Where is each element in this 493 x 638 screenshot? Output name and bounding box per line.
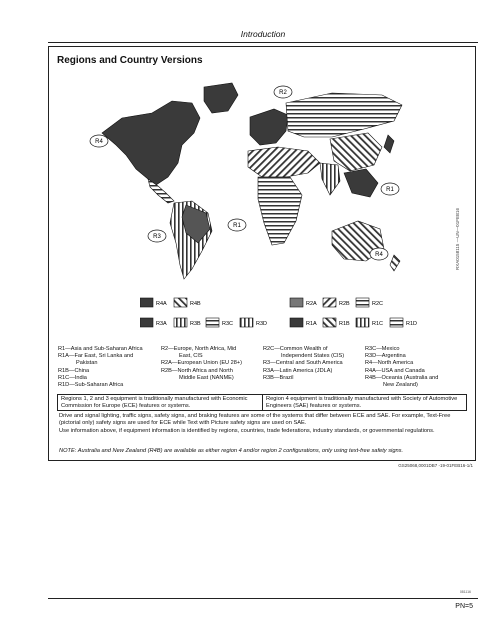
map-label-r3 — [148, 230, 166, 242]
map-label-r4-left — [90, 135, 108, 147]
legend-r1d — [390, 318, 417, 327]
legend-r1b — [323, 318, 350, 327]
legend-r2a — [290, 298, 317, 307]
map-region-india — [320, 163, 340, 195]
region-line: R4A—USA and Canada — [365, 367, 425, 374]
region-line: R2—Europe, North Africa, Mid — [161, 346, 237, 352]
region-line: R2C—Common Wealth of — [263, 346, 328, 352]
map-label-r1-africa — [228, 219, 246, 231]
document-id: GS25068,0001DB7 -19-01FEB16-1/1 — [398, 463, 473, 468]
paragraph-systems: Drive and signal lighting, traffic signs, safety signs, and braking features are some of the systems that differ between ECE and SAE. For example, Text-Free (pictorial only) safety signs are used for ECE while Text with Picture safety signs are used on SAE. — [59, 413, 451, 426]
region-line: New Zealand) — [383, 382, 418, 389]
section-title: Regions and Country Versions — [57, 55, 203, 66]
svg-text:R1: R1 — [386, 187, 394, 193]
page-header-title: Introduction — [240, 29, 286, 39]
region-line: R4—North America — [365, 360, 414, 367]
legend-r1c — [356, 318, 383, 327]
svg-text:R2: R2 — [279, 90, 287, 96]
svg-text:R1A: R1A — [306, 321, 317, 327]
legend-r2c — [356, 298, 383, 307]
svg-text:R4A: R4A — [156, 301, 167, 307]
svg-text:R4: R4 — [375, 252, 383, 258]
svg-text:R4B: R4B — [190, 301, 201, 307]
svg-text:R4: R4 — [95, 139, 103, 145]
region-col-2 — [161, 346, 242, 382]
map-legend — [140, 296, 440, 336]
legend-r3c — [206, 318, 233, 327]
region-col-3 — [263, 346, 344, 382]
note-text: NOTE: Australia and New Zealand (R4B) are available as either region 4 and/or region 2 configurations, only using text-free safety signs. — [59, 448, 404, 454]
region-line: Independent States (CIS) — [281, 353, 345, 360]
region-line: R3B—Brazil — [263, 374, 294, 381]
region-col-4 — [365, 346, 438, 389]
map-region-far-east — [344, 169, 378, 197]
footer-rule — [48, 598, 478, 599]
legend-r1a — [290, 318, 317, 327]
map-region-north-america — [102, 101, 200, 185]
legend-r2b — [323, 298, 350, 307]
legend-r4b — [174, 298, 201, 307]
page-number: PN=5 — [455, 603, 473, 610]
map-label-r2 — [274, 86, 292, 98]
region-line: R1B—China — [58, 367, 90, 374]
region-col-1 — [58, 346, 143, 389]
region-line: R3C—Mexico — [365, 346, 400, 352]
region-line: R1—Asia and Sub-Saharan Africa — [58, 346, 143, 352]
map-region-nanme — [248, 147, 320, 177]
map-region-europe — [250, 109, 288, 145]
map-vertical-code: RXA0158115 —UN—01FEB16 — [455, 208, 460, 270]
svg-text:R3B: R3B — [190, 321, 201, 327]
ece-statement: Regions 1, 2 and 3 equipment is traditionally manufactured with Economic Commission for Europe (ECE) features or systems. — [58, 395, 263, 410]
region-line: R1D—Sub-Saharan Africa — [58, 382, 124, 389]
region-line: Middle East (NANME) — [179, 374, 234, 381]
map-region-greenland — [204, 83, 238, 113]
map-label-r1-right — [381, 183, 399, 195]
map-region-africa — [258, 177, 302, 245]
region-line: R3—Central and South America — [263, 360, 343, 367]
region-line: Pakistan — [76, 360, 98, 367]
region-line: R3A—Latin America (JDLA) — [263, 367, 333, 374]
region-line: R4B—Oceania (Australia and — [365, 374, 439, 381]
legend-r4a — [140, 298, 167, 307]
map-region-japan — [384, 135, 394, 153]
legend-r3a — [140, 318, 167, 327]
map-region-new-zealand — [390, 255, 400, 271]
svg-text:R1: R1 — [233, 223, 241, 229]
svg-text:R1C: R1C — [372, 321, 384, 327]
svg-text:R2B: R2B — [339, 301, 350, 307]
world-map — [82, 73, 412, 285]
region-line: R3D—Argentina — [365, 353, 406, 360]
paragraph-usage: Use information above, if equipment information is identified by regions, countries, trade federations, industry standards, or governmental regulations. — [59, 428, 435, 434]
region-line: East, CIS — [179, 353, 203, 360]
svg-text:R3: R3 — [153, 234, 161, 240]
svg-text:R3C: R3C — [222, 321, 234, 327]
footer-code: 081116 — [459, 590, 471, 594]
svg-text:R3D: R3D — [256, 321, 268, 327]
sae-statement: Region 4 equipment is traditionally manufactured with Society of Automotive Engineers (SAE) features or systems. — [266, 396, 458, 409]
svg-text:R2C: R2C — [372, 301, 384, 307]
svg-text:R1B: R1B — [339, 321, 350, 327]
region-line: R2A—European Union (EU 28+) — [161, 360, 242, 367]
legend-r3b — [174, 318, 201, 327]
region-line: R2B—North Africa and North — [161, 367, 233, 374]
svg-text:R2A: R2A — [306, 301, 317, 307]
header-rule — [48, 42, 478, 43]
manufacturing-standards-box — [57, 394, 467, 411]
svg-text:R1D: R1D — [406, 321, 418, 327]
region-line: R1A—Far East, Sri Lanka and — [58, 353, 134, 360]
legend-r3d — [240, 318, 267, 327]
map-label-r4-right — [370, 248, 388, 260]
svg-text:R3A: R3A — [156, 321, 167, 327]
map-region-cis — [286, 93, 402, 137]
region-line: R1C—India — [58, 374, 87, 381]
map-region-mexico — [148, 179, 174, 203]
